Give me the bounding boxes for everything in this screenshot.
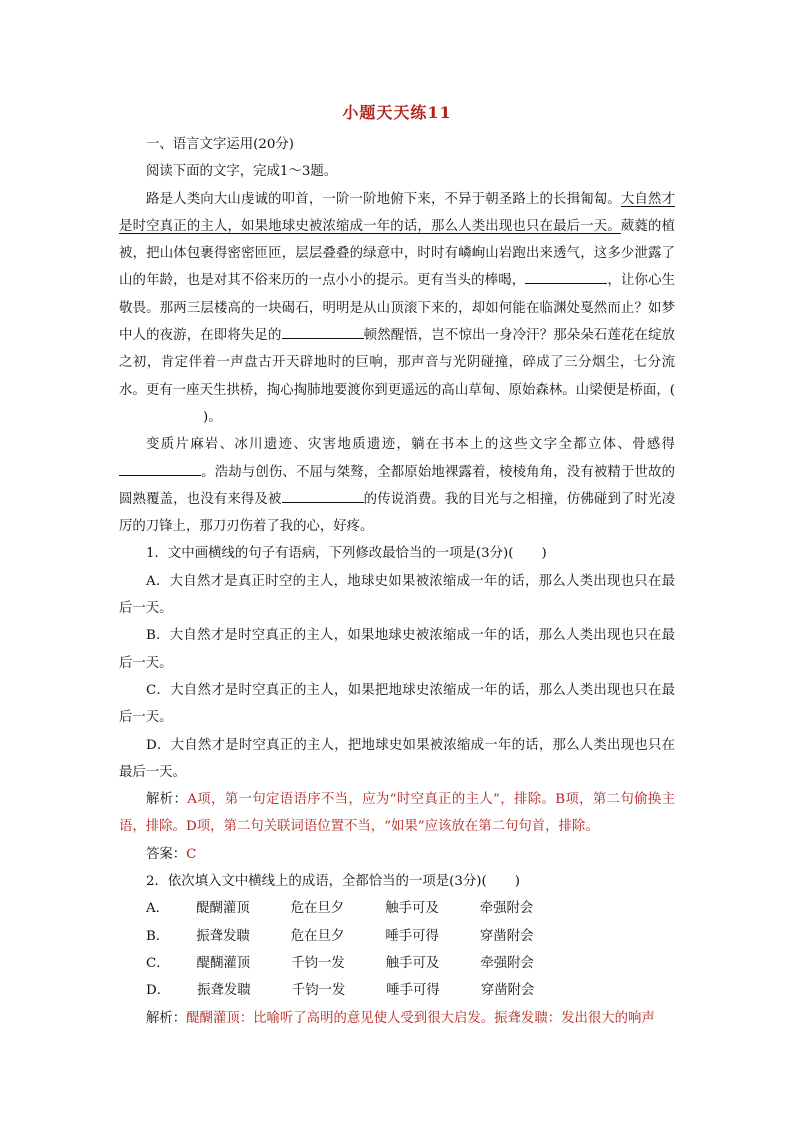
option-item: 唾手可得 <box>385 928 439 944</box>
option-letter: D． <box>146 983 171 999</box>
instruction: 阅读下面的文字，完成1～3题。 <box>146 164 338 180</box>
passage-text: 葳蕤的植被，把山体包裹得密密匝匝，层层叠叠的绿意中，时时有嶙峋山岩跑出来透气，这多少泄露了山的年龄，也是对其不俗来历的一点小小的提示。更有当头的棒喝， <box>119 218 676 289</box>
passage-text: ，让你心生敬畏。那两三层楼高的一块碣石，明明是从山顶滚下来的，却如何能在临渊处戛然而止？如梦中人的夜游，在即将失足的 <box>119 273 676 344</box>
question-text: ) <box>541 546 547 562</box>
option-item: 醍醐灌顶 <box>196 955 251 971</box>
q2-option-c <box>119 950 675 977</box>
answer-value: C <box>186 846 197 862</box>
analysis-text: 醍醐灌顶：比喻听了高明的意见使人受到很大启发。振聋发聩：发出很大的响声 <box>186 1010 655 1026</box>
option-item: 唾手可得 <box>386 983 440 999</box>
question-text: 1．文中画横线的句子有语病，下列修改最恰当的一项是(3分)( <box>146 546 514 562</box>
option-item: 醍醐灌顶 <box>196 901 250 917</box>
passage-paragraph-2 <box>119 431 675 540</box>
passage-text: 的传说消费。我的目光与之相撞，仿佛碰到了时光凌厉的刀锋上，那刀刃伤着了我的心，好疼。 <box>119 491 675 535</box>
document-body <box>119 131 675 1032</box>
option-item: 牵强附会 <box>479 901 534 917</box>
q1-option-a: A．大自然才是真正时空的主人，地球史如果被浓缩成一年的话，那么人类出现也只在最后一天。 <box>119 573 675 617</box>
q2-option-b <box>119 923 675 950</box>
option-item: 触手可及 <box>385 901 439 917</box>
passage-text: )。 <box>203 409 222 425</box>
q1-option-c: C．大自然才是时空真正的主人，如果把地球史浓缩成一年的话，那么人类出现也只在最后一天。 <box>119 682 675 726</box>
option-item: 穿凿附会 <box>480 983 535 999</box>
option-item: 危在旦夕 <box>290 928 345 944</box>
option-item: 危在旦夕 <box>290 901 345 917</box>
q2-option-a <box>119 895 675 922</box>
q1-option-d: D．大自然才是时空真正的主人，把地球史如果被浓缩成一年的话，那么人类出现也只在最后一天。 <box>119 737 675 780</box>
question-2-stem <box>119 868 675 895</box>
answer-label: 答案： <box>146 846 187 862</box>
fill-blank <box>525 269 607 284</box>
q1-answer <box>119 841 675 868</box>
question-text: ) <box>514 874 520 890</box>
q2-option-d <box>119 977 675 1004</box>
q2-analysis <box>119 1005 675 1032</box>
question-1-stem <box>119 540 675 567</box>
analysis-label: 解析： <box>146 792 188 808</box>
fill-blank <box>282 488 364 503</box>
analysis-text: A项，第一句定语语序不当，应为“时空真正的主人”，排除。B项，第二句偷换主语，排除。D项，第二句关联词语位置不当，“如果”应该放在第二句句首，排除。 <box>119 792 676 835</box>
q1-option-b: B．大自然才是时空真正的主人，如果地球史被浓缩成一年的话，那么人类出现也只在最后一天。 <box>119 628 675 671</box>
page-title: 小题天天练11 <box>342 103 452 122</box>
question-text: 2．依次填入文中横线上的成语，全都恰当的一项是(3分)( <box>146 874 487 890</box>
analysis-label: 解析： <box>146 1010 187 1026</box>
underlined-sentence: 大自然才是时空真正的主人，如果地球史被浓缩成一年的话，那么人类出现也只在最后一天。 <box>119 191 676 234</box>
option-item: 千钧一发 <box>291 983 346 999</box>
fill-blank <box>282 324 364 339</box>
passage-paragraph-1 <box>119 186 675 432</box>
section-heading: 一、语言文字运用(20分) <box>146 137 295 152</box>
option-item: 振聋发聩 <box>196 928 250 944</box>
fill-blank <box>119 461 201 476</box>
option-item: 牵强附会 <box>480 955 534 971</box>
option-letter: C． <box>146 955 170 971</box>
option-letter: B． <box>146 928 170 944</box>
option-item: 触手可及 <box>385 955 440 971</box>
passage-text: 顿然醒悟，岂不惊出一身冷汗？那朵朵石莲花在绽放之初，肯定伴着一声盘古开天辟地时的巨响，那声音与光阴碰撞，碎成了三分烟尘，七分流水。更有一座天生拱桥，掏心掏肺地要渡你到更遥远的高山草甸、原始森林。山梁便是桥面，( <box>119 328 675 398</box>
option-letter: A． <box>146 901 170 917</box>
q1-analysis <box>119 786 675 841</box>
option-item: 穿凿附会 <box>479 928 534 944</box>
passage-text: 路是人类向大山虔诚的叩首，一阶一阶地俯下来，不异于朝圣路上的长揖匍匐。 <box>146 191 621 207</box>
passage-text: 。浩劫与创伤、不屈与桀骜，全都原始地裸露着，棱棱角角，没有被精于世故的圆熟覆盖，也没有来得及被 <box>119 464 675 507</box>
passage-text: 变质片麻岩、冰川遗迹、灾害地质遗迹，躺在书本上的这些文字全都立体、骨感得 <box>146 437 675 453</box>
option-item: 振聋发聩 <box>197 983 251 999</box>
option-item: 千钧一发 <box>291 955 345 971</box>
